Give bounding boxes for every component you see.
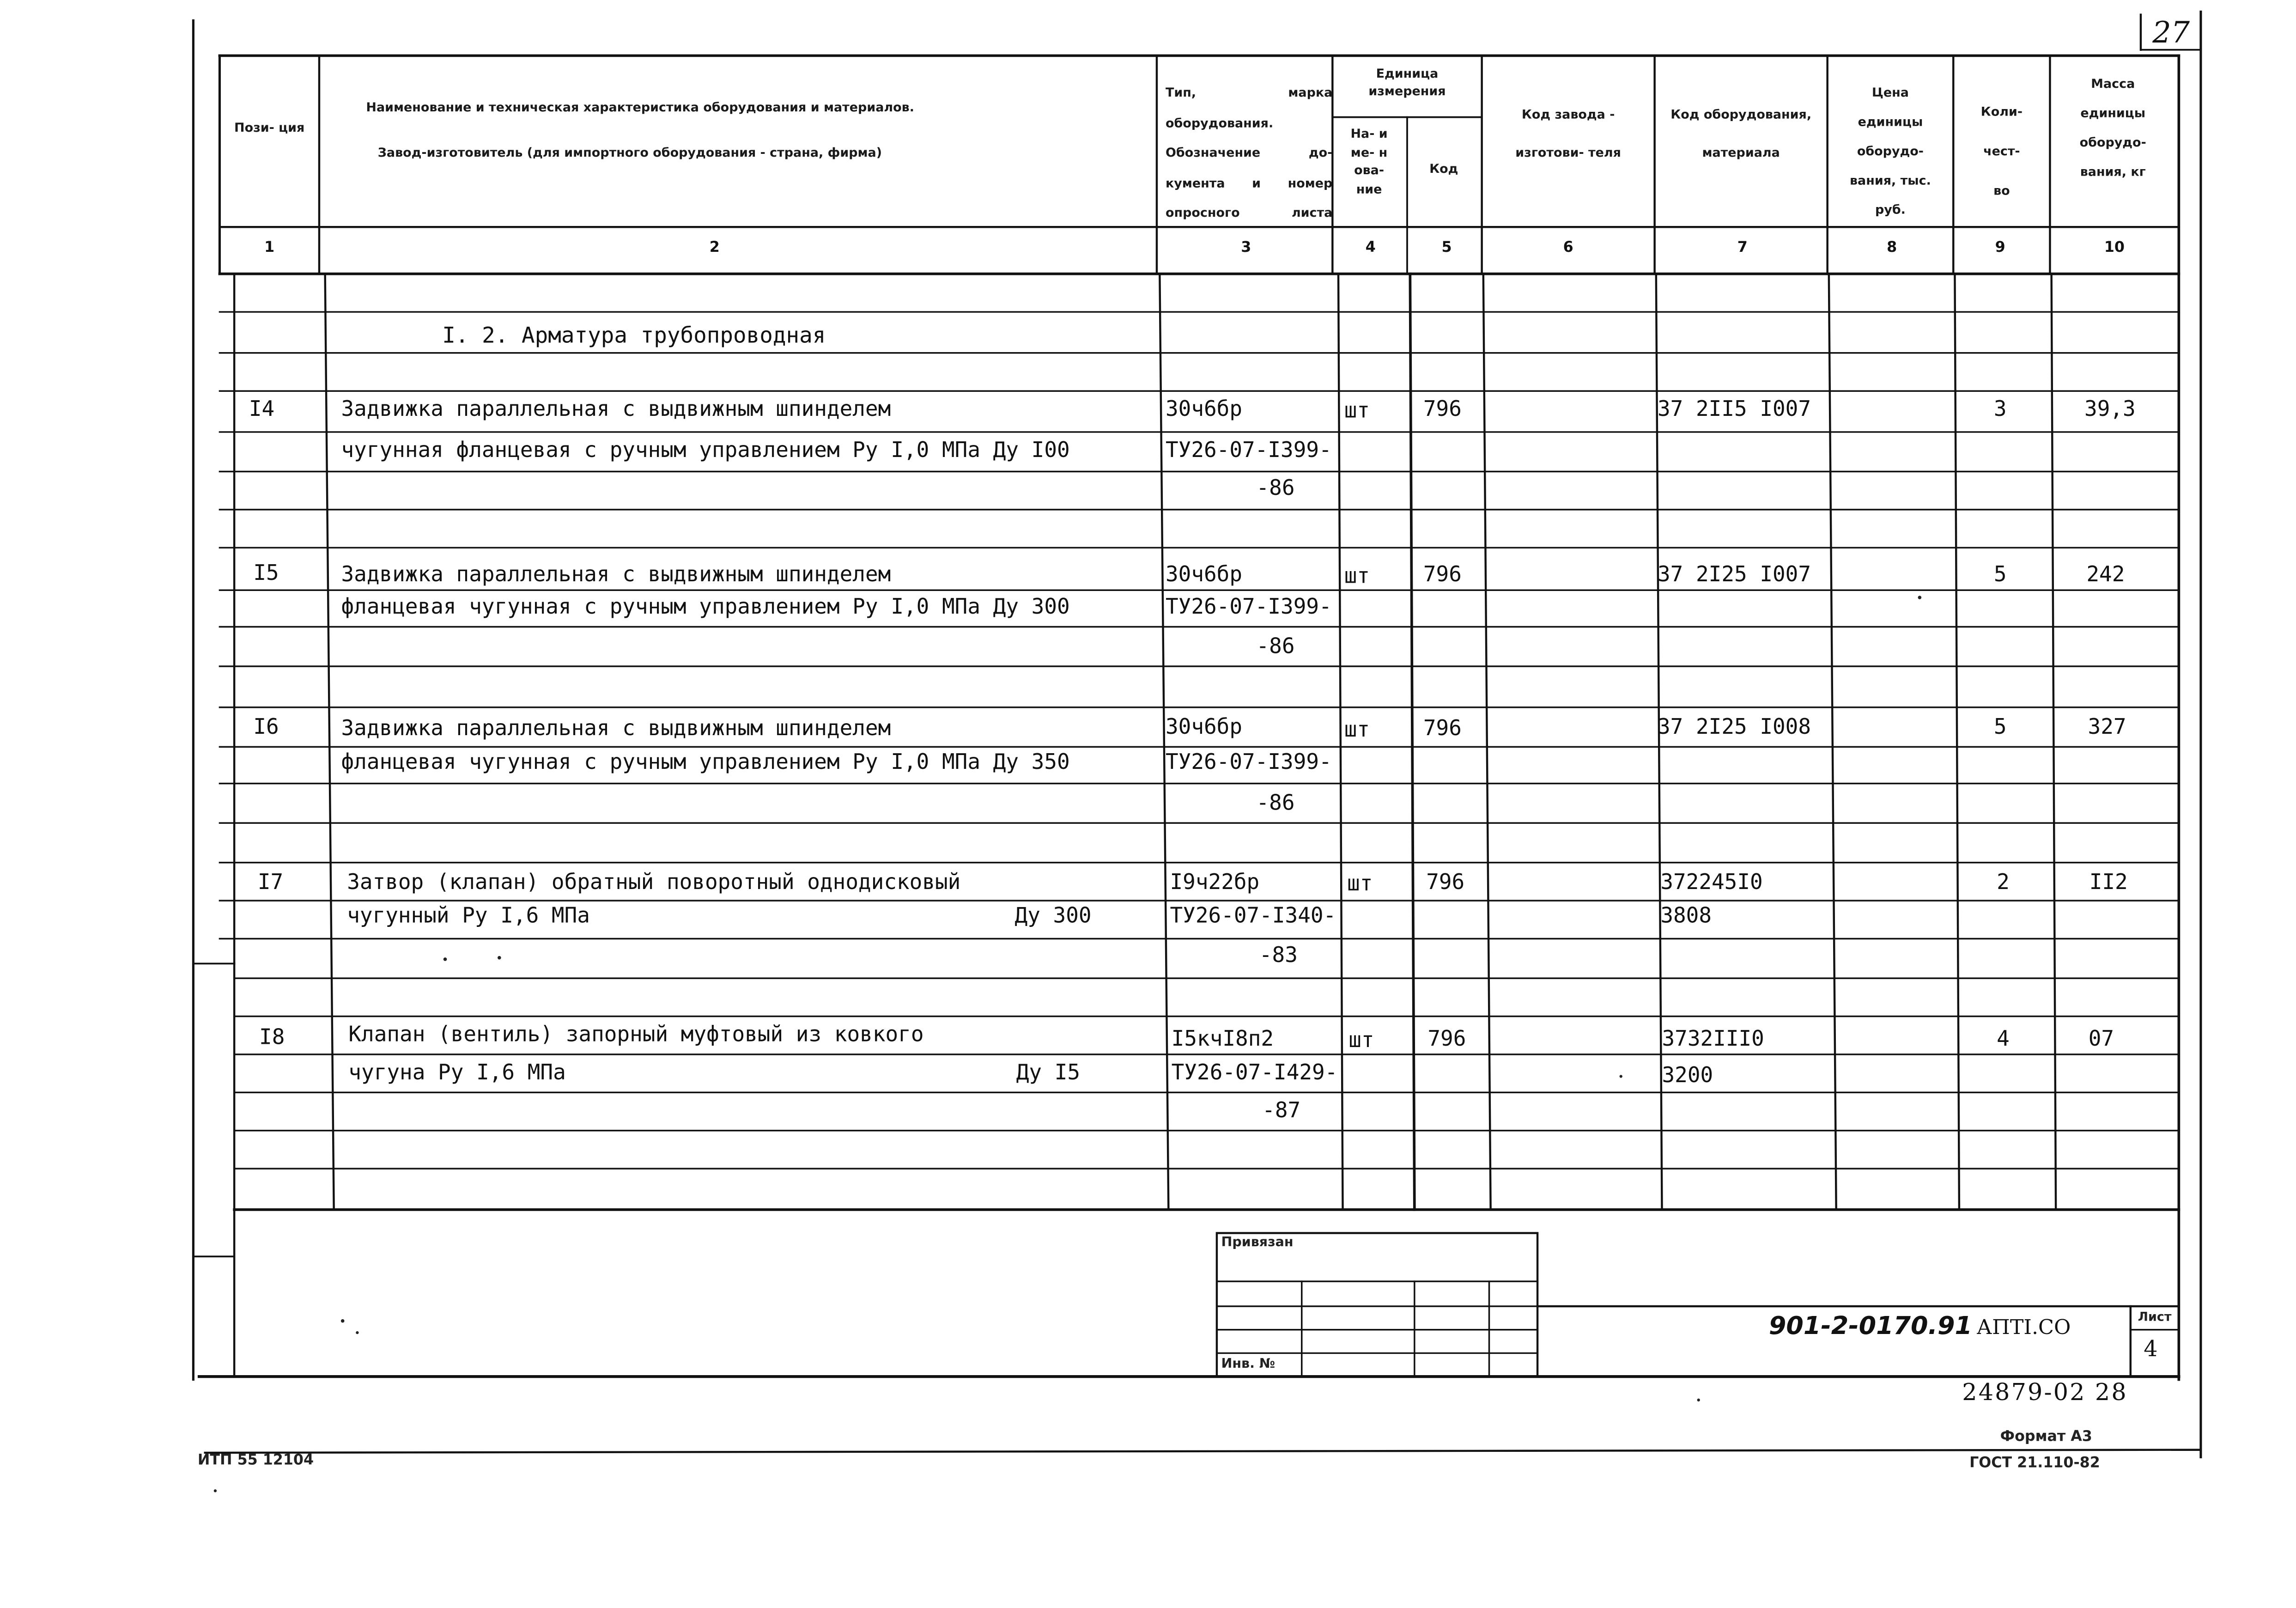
item-type: 30ч6бр	[1166, 398, 1243, 422]
column-number-2: 2	[709, 240, 720, 256]
item-name-line2: фланцевая чугунная с ручным управлением Ру I,0 МПа Ду 350	[341, 751, 1070, 775]
item-position: I7	[257, 871, 284, 895]
item-name-line2: чугунная фланцевая с ручным управлением Ру I,0 МПа Ду I00	[341, 439, 1070, 463]
item-spec: ТУ26-07-I399-	[1166, 439, 1332, 463]
item-type: I9ч22бр	[1170, 871, 1260, 895]
column-number-1: 1	[264, 240, 275, 256]
header-quantity: Коли- чест- во	[1980, 105, 2023, 200]
item-name-line2: фланцевая чугунная с ручным управлением Ру I,0 МПа Ду 300	[341, 596, 1070, 620]
header-name-line1: Наименование и техническая характеристика оборудования и материалов.	[366, 101, 914, 116]
item-unit-code: 796	[1423, 398, 1462, 422]
item-quantity: 2	[1997, 871, 2010, 895]
item-nominal-diameter: Ду I5	[1016, 1061, 1081, 1085]
item-position: I8	[259, 1026, 285, 1050]
column-number-4: 4	[1365, 240, 1376, 256]
item-unit: шт	[1344, 565, 1370, 589]
item-spec-year: -86	[1256, 792, 1295, 816]
item-mass: 327	[2088, 716, 2126, 740]
item-equipment-code-cont: 3200	[1662, 1065, 1713, 1088]
header-type: Тип, марка оборудования. Обозначение до- кумента и номер опросного листа	[1166, 86, 1333, 221]
column-number-6: 6	[1563, 240, 1573, 256]
sheet-number: 4	[2144, 1335, 2158, 1362]
item-spec: ТУ26-07-I429-	[1171, 1061, 1338, 1085]
item-spec-year: -86	[1256, 477, 1295, 501]
item-quantity: 5	[1993, 564, 2007, 587]
header-unit-code: Код	[1429, 162, 1458, 177]
item-type: 30ч6бр	[1166, 716, 1243, 740]
item-name-line1: Затвор (клапан) обратный поворотный однодисковый	[347, 871, 961, 895]
sheet-label: Лист	[2138, 1310, 2172, 1326]
item-equipment-code-cont: 3808	[1660, 905, 1712, 929]
item-name-line1: Задвижка параллельная с выдвижным шпинделем	[341, 717, 891, 741]
column-number-3: 3	[1241, 240, 1251, 256]
column-number-5: 5	[1441, 240, 1452, 256]
item-spec: ТУ26-07-I340-	[1170, 905, 1336, 929]
header-name-line2: Завод-изготовитель (для импортного оборудования - страна, фирма)	[377, 146, 882, 161]
item-type: 30ч6бр	[1166, 564, 1243, 587]
item-mass: 39,3	[2084, 398, 2136, 422]
item-equipment-code: 37 2I25 I007	[1657, 564, 1811, 587]
document-code	[1768, 1312, 2071, 1342]
section-title: I. 2. Арматура трубопроводная	[442, 322, 826, 349]
item-mass: 07	[2088, 1028, 2114, 1052]
item-unit-code: 796	[1423, 717, 1462, 741]
item-spec: ТУ26-07-I399-	[1166, 596, 1332, 620]
item-equipment-code: 372245I0	[1660, 871, 1763, 895]
item-unit: шт	[1348, 1029, 1374, 1053]
item-quantity: 5	[1993, 716, 2007, 740]
item-position: I5	[253, 562, 279, 586]
item-unit: шт	[1344, 719, 1370, 743]
item-unit: шт	[1347, 872, 1373, 896]
header-unit-mass: Масса единицы оборудо- вания, кг	[2079, 77, 2146, 180]
item-name-line2: чугуна Ру I,6 МПа	[348, 1061, 566, 1085]
header-equipment-code: Код оборудования, материала	[1670, 108, 1812, 161]
item-unit-code: 796	[1423, 564, 1462, 587]
header-unit-price: Цена единицы оборудо- вания, тыс. руб.	[1849, 86, 1931, 219]
column-number-7: 7	[1737, 240, 1748, 256]
item-unit: шт	[1344, 400, 1370, 423]
gost-reference: ГОСТ 21.110-82	[1969, 1456, 2100, 1472]
stamp-bound-label: Привязан	[1221, 1236, 1294, 1251]
item-mass: II2	[2089, 871, 2128, 895]
item-spec-year: -83	[1259, 944, 1298, 968]
item-nominal-diameter: Ду 300	[1014, 905, 1092, 929]
item-equipment-code: 3732III0	[1662, 1028, 1764, 1052]
header-plant-code: Код завода - изготови- теля	[1515, 108, 1621, 161]
sheet-format: Формат А3	[2000, 1429, 2092, 1446]
item-position: I4	[249, 398, 275, 422]
header-unit-name: На- име- нова- ние	[1350, 127, 1388, 197]
item-equipment-code: 37 2I25 I008	[1657, 716, 1811, 740]
item-quantity: 3	[1993, 398, 2007, 422]
document-code-main: 901-2-0170.91	[1768, 1312, 1973, 1342]
item-position: I6	[253, 716, 279, 740]
itp-reference: ИТП 55 12104	[197, 1452, 314, 1469]
item-spec-year: -87	[1262, 1100, 1301, 1123]
column-number-9: 9	[1995, 240, 2005, 256]
item-type: I5кчI8п2	[1171, 1028, 1274, 1052]
item-quantity: 4	[1997, 1028, 2010, 1052]
page-corner-number: 27	[2152, 14, 2190, 50]
item-name-line1: Задвижка параллельная с выдвижным шпинделем	[341, 398, 891, 422]
header-unit-group: Единица измерения	[1368, 67, 1446, 100]
item-name-line1: Клапан (вентиль) запорный муфтовый из ковкого	[348, 1023, 924, 1048]
stamp-inventory-label: Инв. №	[1221, 1357, 1276, 1372]
serial-number: 24879-02 28	[1962, 1378, 2128, 1406]
item-mass: 242	[2086, 564, 2125, 587]
item-spec-year: -86	[1256, 635, 1295, 659]
item-spec: ТУ26-07-I399-	[1166, 751, 1332, 775]
item-name-line1: Задвижка параллельная с выдвижным шпинделем	[341, 564, 891, 587]
header-position: Пози- ция	[234, 122, 305, 136]
item-equipment-code: 37 2II5 I007	[1657, 398, 1811, 422]
item-unit-code: 796	[1427, 1028, 1466, 1052]
column-number-10: 10	[2104, 240, 2125, 256]
document-code-suffix: АПТI.СО	[1976, 1316, 2071, 1340]
item-unit-code: 796	[1426, 871, 1465, 895]
column-number-8: 8	[1887, 240, 1897, 256]
item-name-line2: чугунный Ру I,6 МПа	[347, 905, 590, 929]
